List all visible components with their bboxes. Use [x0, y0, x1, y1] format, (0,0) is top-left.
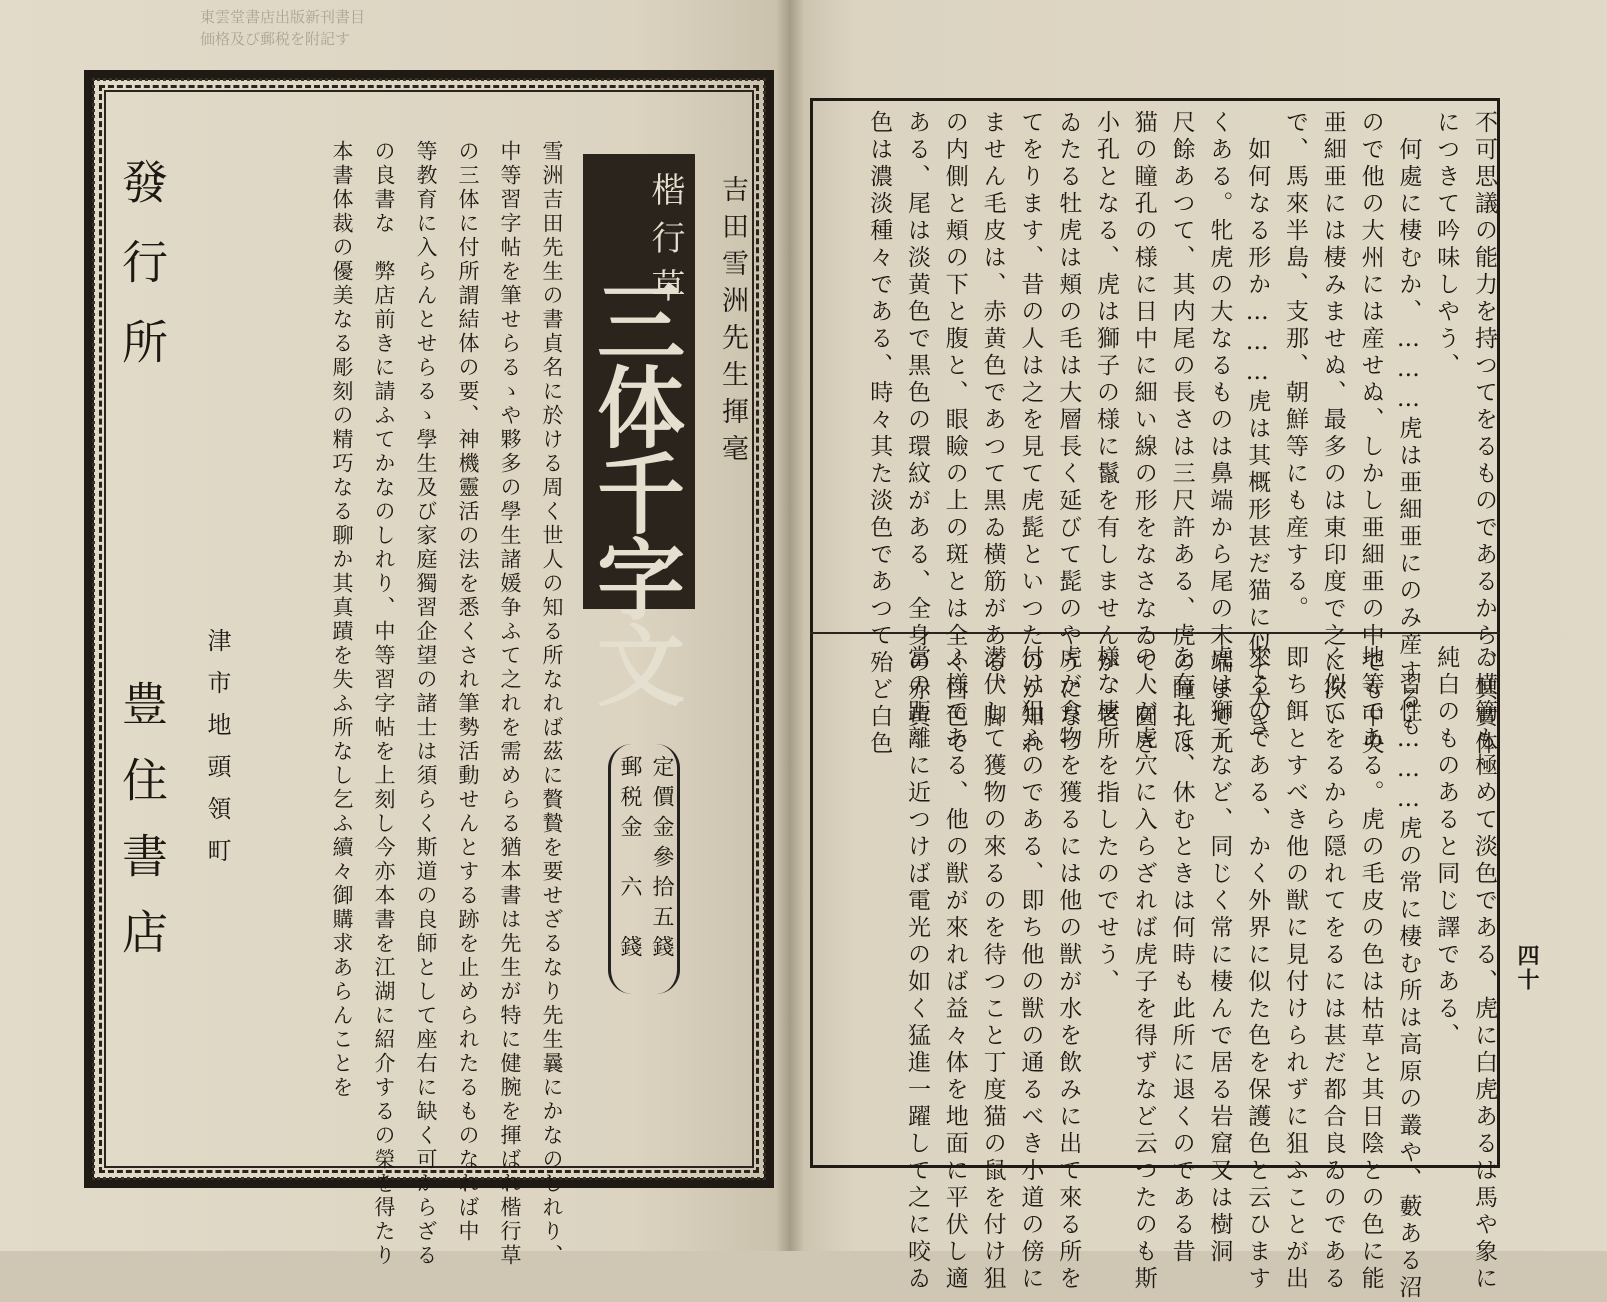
faint-header-line: 東雲堂書店出版新刊書目	[200, 8, 366, 26]
ad-body-column: 本書体裁の優美なる彫刻の精巧なる聊か其真蹟を失ふ所なし乞ふ續々御購求あらんことを	[330, 140, 354, 1100]
text-column: 來るのである、かく外界に似た色を保護色と云ひます	[1244, 645, 1271, 1293]
text-column: 虎は獅子など、同じく常に棲んで居る岩窟又は樹洞	[1206, 645, 1233, 1266]
title-box	[583, 154, 695, 706]
ad-body-column: の三体に付所謂結体の要、神機靈活の法を悉くされ筆勢活動せんとする跡を止められたるものなれば中	[456, 140, 480, 1244]
book-gutter	[776, 0, 804, 1251]
text-column: 虎が食物を獲るには他の獣が水を飲みに出て來る所を	[1055, 645, 1082, 1293]
faint-header-line: 価格及び郵税を附記す	[200, 30, 351, 48]
faint-header	[200, 6, 760, 56]
text-column: 不可思議の能力を持つてをるものであるから、其實体	[1471, 110, 1497, 758]
text-column: 習性………虎の常に棲む所は高原の叢や、藪ある沼	[1395, 645, 1422, 1302]
ad-body-column: 等教育に入らんとせらるゝ學生及び家庭獨習企望の諸士は須らく斯道の良師として座右に缺く可からざる	[414, 140, 438, 1268]
text-column: につきて吟味しやう、	[1433, 110, 1460, 380]
text-column: く似てをるから隠れてをるには甚だ都合良ゐのである	[1319, 645, 1346, 1293]
text-column: 亜細亜には棲みませぬ、最多のは東印度で之に次い	[1319, 110, 1346, 731]
text-column: を有して、休むときは何時も此所に退くのである昔	[1168, 645, 1195, 1266]
text-column: くある。牝虎の大なるものは鼻端から尾の末端まで九	[1206, 110, 1233, 758]
text-column: 色は濃淡種々である、時々其た淡色であつて殆ど白色	[866, 110, 893, 758]
publisher-label: 發行所	[115, 158, 169, 398]
text-column: 如何なる形か………虎は其概形甚だ猫に似て大き	[1244, 110, 1271, 740]
text-column: 地等である。虎の毛皮の色は枯草と其日陰との色に能	[1357, 645, 1384, 1293]
publisher-name: 豊住書店	[115, 680, 169, 984]
text-column: ゐたる牡虎は頬の毛は大層長く延びて髭のやうになつ	[1055, 110, 1082, 758]
text-column: 當の距離に近つけば電光の如く猛進一躍して之に咬ゐ	[904, 645, 930, 1293]
text-column: の人が虎穴に入らざれば虎子を得ずなど云つたのも斯	[1130, 645, 1157, 1293]
title-big: 三体千字文	[583, 276, 687, 706]
text-column: 付け狙ふのである、即ち他の獣の通るべき小道の傍に	[1017, 645, 1044, 1293]
ad-body-column: 雪洲吉田先生の書貞名に於ける周く世人の知る所なれば茲に贅贄を要せざるなり先生曩にかなのしれり、	[540, 140, 564, 1268]
publisher-address: 津市地頭領町	[203, 628, 231, 880]
text-column: 何處に棲むか、………虎は亜細亜にのみ産するも	[1395, 110, 1422, 740]
text-column: てをります、昔の人は之を見て虎髭といつたのか知れ	[1017, 110, 1044, 758]
text-column: 純白のものあると同じ譯である、	[1433, 645, 1460, 1050]
text-column: ふ様である、他の獣が來れば益々体を地面に平伏し適	[941, 645, 968, 1293]
text-column: 猫の瞳孔の様に日中に細い線の形をなさなゐて、圓き	[1130, 110, 1157, 758]
price-line: 定價金參拾五錢	[649, 755, 674, 965]
text-column: 様な棲所を指したのでせう、	[1093, 645, 1119, 996]
text-column: 小孔となる、虎は獅子の様に鬣を有しませんが、老	[1093, 110, 1119, 731]
text-column: の内側と頬の下と腹と、眼瞼の上の斑とは全く白色で	[941, 110, 968, 758]
text-column: ので他の大州には産せぬ、しかし亜細亜の中でも中央	[1357, 110, 1384, 758]
title-small: 楷行草	[645, 172, 685, 316]
ad-body-column: 中等習字帖を筆せらるゝや夥多の學生諸媛争ふて之れを需めらる猶本書は先生が特に健腕を揮ばれ楷行草	[498, 140, 522, 1268]
text-column: 潜伏して獲物の來るのを待つこと丁度猫の鼠を付け狙	[979, 645, 1006, 1293]
text-column: 即ち餌とすべき他の獣に見付けられずに狙ふことが出	[1282, 645, 1308, 1293]
text-column: ません毛皮は、赤黄色であつて黒ゐ横筋がある、脚	[979, 110, 1006, 731]
text-column: ゐ横筋も極めて淡色である、虎に白虎あるは馬や象に	[1471, 645, 1497, 1293]
ad-body-column: の良書な 弊店前きに請ふてかなのしれり、中等習字帖を上刻し今亦本書を江湖に紹介するの榮を得たり	[372, 140, 396, 1268]
page-number: 四十	[1514, 944, 1540, 992]
text-column: で、馬來半島、支那、朝鮮等にも産する。	[1282, 110, 1308, 623]
author-line: 吉田雪洲先生揮毫	[717, 175, 748, 471]
text-column: 尺餘あつて、其内尾の長さは三尺許ある、虎の瞳孔は	[1168, 110, 1195, 758]
text-column: ある、尾は淡黄色で黒色の環紋がある、全身の赤黄	[904, 110, 930, 731]
postage-line: 郵税金 六 錢	[617, 755, 642, 965]
